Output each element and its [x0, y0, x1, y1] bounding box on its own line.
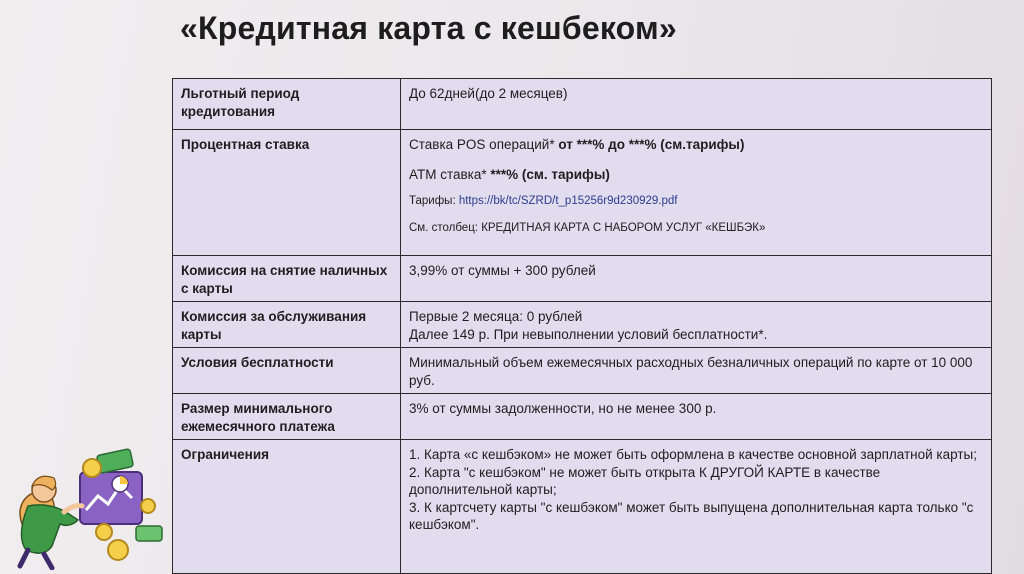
table-row — [173, 79, 992, 130]
pos-rate-text — [409, 136, 983, 154]
table-row — [173, 130, 992, 256]
column-note-label: См. столбец: — [409, 221, 482, 234]
person-with-money-illustration — [8, 446, 168, 570]
restriction-item: 1. Карта «с кешбэком» не может быть оформлена в качестве основной зарплатной карты; — [409, 447, 977, 462]
row-label: Льготный период кредитования — [173, 79, 401, 130]
tariffs-label: Тарифы: — [409, 195, 459, 207]
row-value — [401, 440, 992, 574]
row-label: Комиссия за обслуживания карты — [173, 302, 401, 348]
service-fee-line1: Первые 2 месяца: 0 рублей — [409, 309, 583, 324]
page-title: «Кредитная карта с кешбеком» — [180, 10, 677, 46]
row-value: До 62дней(до 2 месяцев) — [401, 79, 992, 130]
table-row — [173, 440, 992, 574]
row-value: 3% от суммы задолженности, но не менее 300 р. — [401, 394, 992, 440]
row-label: Ограничения — [173, 440, 401, 574]
restriction-item: 2. Карта "с кешбэком" не может быть открыта К ДРУГОЙ КАРТЕ в качестве дополнительной карты; — [409, 464, 881, 497]
card-info-table — [172, 78, 992, 574]
restriction-item: 3. К картсчету карты "с кешбэком" может быть выпущена дополнительная карта только "с кешбэком". — [409, 499, 974, 532]
tariffs-line — [409, 193, 983, 211]
row-label: Условия бесплатности — [173, 348, 401, 394]
table-row — [173, 394, 992, 440]
pos-rate-bold: от ***% до ***% (см.тарифы) — [558, 137, 745, 152]
table-row — [173, 256, 992, 302]
row-value — [401, 302, 992, 348]
atm-rate-bold: ***% (см. тарифы) — [490, 166, 610, 182]
service-fee-line2: Далее 149 р. При невыполнении условий бесплатности*. — [409, 326, 768, 342]
row-value — [401, 130, 992, 256]
atm-rate-text — [409, 166, 983, 184]
atm-rate-prefix: АТМ ставка* — [409, 166, 491, 182]
row-value: 3,99% от суммы + 300 рублей — [401, 256, 992, 302]
row-label: Комиссия на снятие наличных с карты — [173, 256, 401, 302]
row-value: Минимальный объем ежемесячных расходных безналичных операций по карте от 10 000 руб. — [401, 348, 992, 394]
column-note-value: КРЕДИТНАЯ КАРТА С НАБОРОМ УСЛУГ «КЕШБЭК» — [481, 221, 766, 234]
table-row — [173, 302, 992, 348]
table-row — [173, 348, 992, 394]
tariffs-link[interactable]: https://bk/tc/SZRD/t_p15256r9d230929.pdf — [458, 195, 678, 207]
pos-rate-prefix: Ставка POS операций* — [409, 137, 559, 152]
row-label: Размер минимального ежемесячного платежа — [173, 394, 401, 440]
column-note — [409, 220, 983, 238]
row-label: Процентная ставка — [173, 130, 401, 256]
